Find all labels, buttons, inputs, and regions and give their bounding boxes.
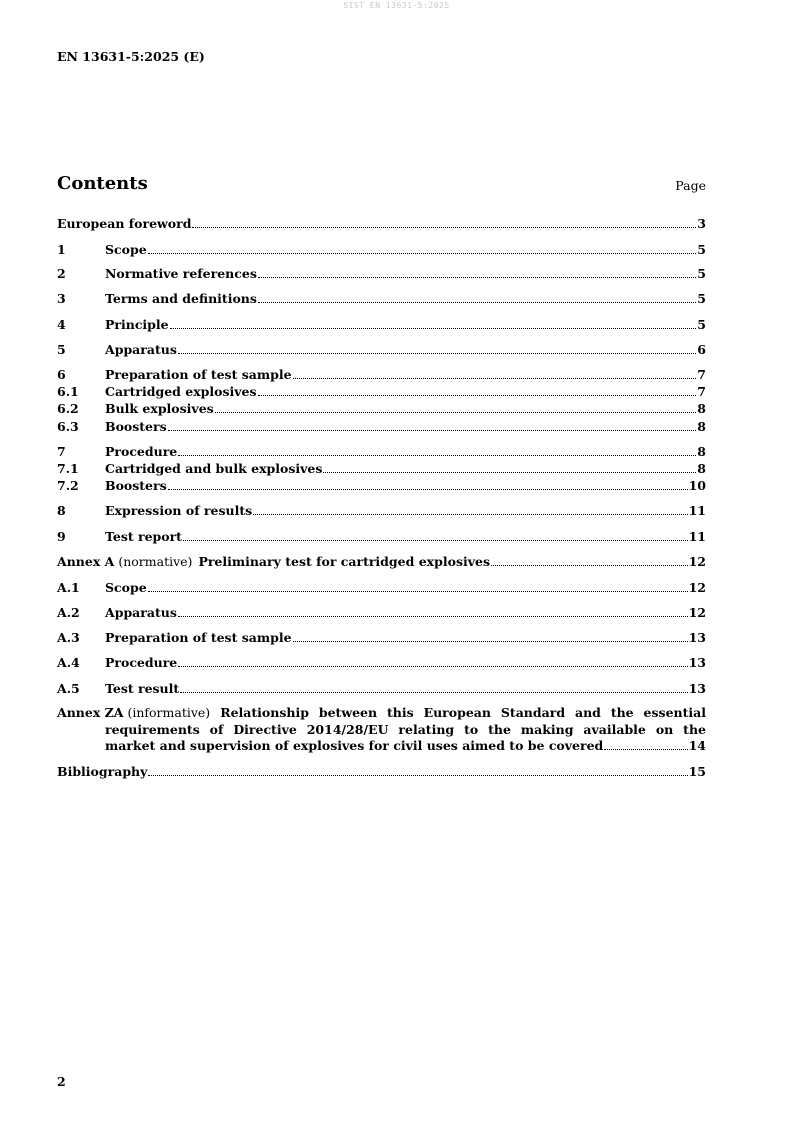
toc-entry-cartridged-and-bulk-explosives[interactable]	[57, 461, 706, 476]
toc-leader	[148, 580, 688, 595]
toc-title: Bulk explosives	[105, 401, 214, 416]
toc-leader	[168, 419, 697, 434]
watermark: SIST EN 13631-5:2025	[343, 1, 450, 10]
toc-title-line-3: market and supervision of explosives for civil uses aimed to be covered	[105, 738, 604, 753]
toc-leader	[180, 681, 687, 696]
toc-title: Cartridged and bulk explosives	[105, 461, 323, 476]
toc-title: Apparatus	[105, 342, 177, 357]
toc-entry-principle[interactable]	[57, 317, 706, 332]
toc-leader	[215, 401, 697, 416]
toc-entry-annex-a-preparation[interactable]	[57, 630, 706, 645]
toc-title: Bibliography	[57, 764, 148, 779]
toc-title: Boosters	[105, 478, 167, 493]
toc-leader	[178, 605, 688, 620]
toc-entry-european-foreword[interactable]	[57, 216, 706, 231]
toc-leader	[491, 554, 688, 569]
toc-leader	[258, 266, 696, 281]
toc-entry-scope[interactable]	[57, 242, 706, 257]
toc-entry-terms-and-definitions[interactable]	[57, 291, 706, 306]
toc-title: Preparation of test sample	[105, 630, 292, 645]
toc-entry-cartridged-explosives[interactable]	[57, 384, 706, 399]
toc-page: 13	[688, 630, 706, 645]
toc-entry-apparatus[interactable]	[57, 342, 706, 357]
toc-title: Principle	[105, 317, 169, 332]
contents-heading: Contents	[57, 173, 148, 194]
toc-title: Normative references	[105, 266, 257, 281]
toc-number: A.2	[57, 605, 80, 620]
toc-title: Procedure	[105, 655, 178, 670]
toc-page: 13	[688, 681, 706, 696]
toc-page: 5	[697, 242, 706, 257]
toc-entry-annex-za[interactable]	[57, 705, 706, 755]
toc-annex-type: (informative)	[127, 705, 211, 720]
toc-title: Preliminary test for cartridged explosives	[198, 554, 490, 569]
toc-page: 7	[697, 384, 706, 399]
toc-title: Apparatus	[105, 605, 177, 620]
toc-leader	[604, 738, 687, 753]
toc-page: 5	[697, 317, 706, 332]
toc-number: A.5	[57, 681, 80, 696]
toc-page: 13	[688, 655, 706, 670]
toc-page: 12	[688, 580, 706, 595]
toc-title: Terms and definitions	[105, 291, 257, 306]
toc-page: 8	[697, 461, 706, 476]
toc-page: 3	[697, 216, 706, 231]
toc-title: Test report	[105, 529, 182, 544]
document-id: EN 13631-5:2025 (E)	[57, 49, 205, 64]
toc-number: 2	[57, 266, 66, 281]
toc-leader	[178, 655, 687, 670]
toc-title-line-2: requirements of Directive 2014/28/EU relating to the making available on the	[105, 721, 706, 737]
toc-page: 11	[688, 503, 706, 518]
toc-entry-preparation-of-test-sample[interactable]	[57, 367, 706, 382]
toc-title: Cartridged explosives	[105, 384, 257, 399]
toc-leader	[253, 503, 687, 518]
toc-entry-annex-a-test-result[interactable]	[57, 681, 706, 696]
toc-number: 3	[57, 291, 66, 306]
toc-entry-bibliography[interactable]	[57, 764, 706, 779]
toc-title: Boosters	[105, 419, 167, 434]
toc-title: Scope	[105, 580, 147, 595]
toc-leader	[293, 367, 697, 382]
toc-page: 14	[688, 738, 706, 753]
toc-leader	[258, 384, 697, 399]
toc-number: 8	[57, 503, 66, 518]
toc-page: 5	[697, 266, 706, 281]
toc-entry-annex-a[interactable]	[57, 554, 706, 569]
toc-number: 7.1	[57, 461, 79, 476]
toc-annex-label: Annex ZA	[57, 705, 124, 720]
toc-page: 12	[688, 554, 706, 569]
toc-page: 8	[697, 444, 706, 459]
toc-leader	[170, 317, 697, 332]
toc-title-line-1: Relationship between this European Standard and the essential	[220, 705, 706, 720]
toc-leader	[183, 529, 688, 544]
toc-number: 7.2	[57, 478, 79, 493]
toc-title: Expression of results	[105, 503, 253, 518]
toc-annex-type: (normative)	[118, 554, 193, 569]
toc-entry-expression-of-results[interactable]	[57, 503, 706, 518]
toc-entry-test-report[interactable]	[57, 529, 706, 544]
toc-entry-boosters-procedure[interactable]	[57, 478, 706, 493]
toc-page: 6	[697, 342, 706, 357]
page-column-label: Page	[675, 178, 706, 193]
toc-entry-procedure[interactable]	[57, 444, 706, 459]
toc-page: 10	[688, 478, 706, 493]
toc-number: 1	[57, 242, 66, 257]
toc-title: Test result	[105, 681, 180, 696]
toc-leader	[293, 630, 688, 645]
toc-leader	[148, 764, 687, 779]
toc-entry-boosters[interactable]	[57, 419, 706, 434]
toc-title: Scope	[105, 242, 147, 257]
toc-page: 8	[697, 401, 706, 416]
toc-page: 11	[688, 529, 706, 544]
toc-number: 6	[57, 367, 66, 382]
toc-entry-annex-a-scope[interactable]	[57, 580, 706, 595]
toc-leader	[192, 216, 696, 231]
toc-page: 15	[688, 764, 706, 779]
toc-title: Preparation of test sample	[105, 367, 292, 382]
toc-leader	[148, 242, 697, 257]
toc-number: 6.2	[57, 401, 79, 416]
toc-annex-label: Annex A	[57, 554, 115, 569]
toc-page: 7	[697, 367, 706, 382]
toc-title: European foreword	[57, 216, 192, 231]
toc-number: A.1	[57, 580, 80, 595]
toc-number: 5	[57, 342, 66, 357]
toc-page: 5	[697, 291, 706, 306]
toc-page: 12	[688, 605, 706, 620]
toc-leader	[178, 342, 696, 357]
toc-title: Procedure	[105, 444, 178, 459]
toc-number: 4	[57, 317, 66, 332]
toc-number: 9	[57, 529, 66, 544]
page-number: 2	[57, 1074, 66, 1089]
toc-number: A.4	[57, 655, 80, 670]
toc-entry-annex-a-apparatus[interactable]	[57, 605, 706, 620]
toc-leader	[178, 444, 696, 459]
toc-leader	[323, 461, 696, 476]
toc-leader	[168, 478, 688, 493]
toc-page: 8	[697, 419, 706, 434]
toc-number: 6.3	[57, 419, 79, 434]
toc-entry-bulk-explosives[interactable]	[57, 401, 706, 416]
toc-number: 6.1	[57, 384, 79, 399]
toc-entry-annex-a-procedure[interactable]	[57, 655, 706, 670]
toc-entry-normative-references[interactable]	[57, 266, 706, 281]
toc-leader	[258, 291, 696, 306]
toc-number: A.3	[57, 630, 80, 645]
toc-number: 7	[57, 444, 66, 459]
